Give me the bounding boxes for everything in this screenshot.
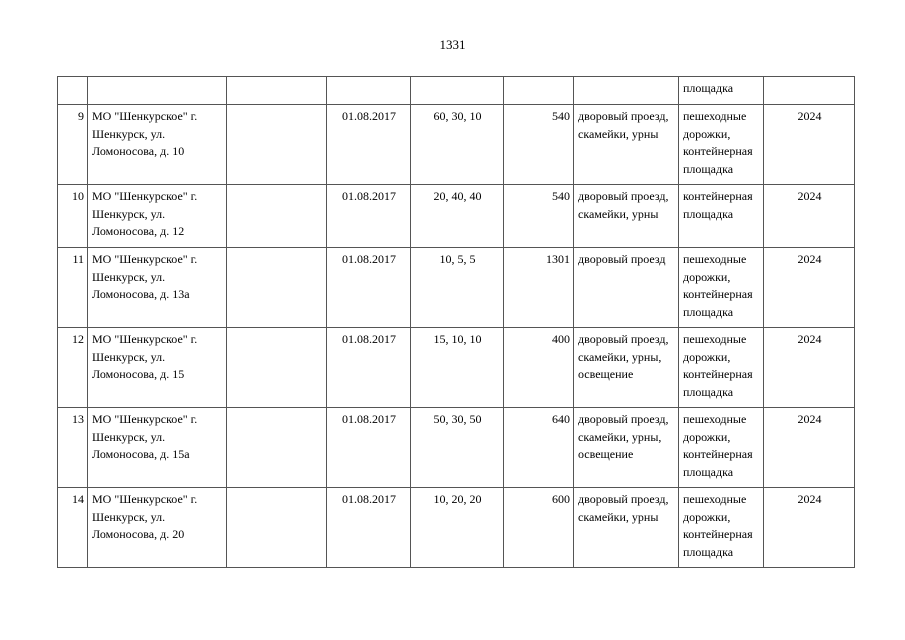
cell-empty	[227, 185, 327, 248]
cell-address: МО "Шенкурское" г. Шенкурск, ул. Ломоносова, д. 15а	[88, 408, 227, 488]
cell-year: 2024	[764, 105, 855, 185]
cell-surfacing: пешеходные дорожки, контейнерная площадка	[679, 488, 764, 568]
table-row	[58, 248, 855, 328]
cell-surfacing: площадка	[679, 77, 764, 105]
cell-values: 15, 10, 10	[411, 328, 504, 408]
cell-works	[574, 77, 679, 105]
cell-values	[411, 77, 504, 105]
cell-surfacing: контейнерная площадка	[679, 185, 764, 248]
cell-values: 20, 40, 40	[411, 185, 504, 248]
cell-works: дворовый проезд, скамейки, урны, освещение	[574, 328, 679, 408]
cell-date: 01.08.2017	[327, 248, 411, 328]
cell-year: 2024	[764, 328, 855, 408]
cell-num: 9	[58, 105, 88, 185]
cell-works: дворовый проезд	[574, 248, 679, 328]
cell-num: 13	[58, 408, 88, 488]
cell-address: МО "Шенкурское" г. Шенкурск, ул. Ломоносова, д. 10	[88, 105, 227, 185]
cell-address: МО "Шенкурское" г. Шенкурск, ул. Ломоносова, д. 20	[88, 488, 227, 568]
cell-year: 2024	[764, 185, 855, 248]
cell-empty	[227, 77, 327, 105]
cell-works: дворовый проезд, скамейки, урны	[574, 488, 679, 568]
cell-empty	[227, 328, 327, 408]
cell-address	[88, 77, 227, 105]
cell-address: МО "Шенкурское" г. Шенкурск, ул. Ломоносова, д. 13а	[88, 248, 227, 328]
table-row	[58, 408, 855, 488]
cell-num	[58, 77, 88, 105]
cell-year: 2024	[764, 488, 855, 568]
cell-values: 60, 30, 10	[411, 105, 504, 185]
cell-values: 50, 30, 50	[411, 408, 504, 488]
cell-empty	[227, 488, 327, 568]
cell-num: 14	[58, 488, 88, 568]
cell-area: 640	[504, 408, 574, 488]
cell-year: 2024	[764, 408, 855, 488]
cell-empty	[227, 408, 327, 488]
cell-works: дворовый проезд, скамейки, урны, освещение	[574, 408, 679, 488]
cell-values: 10, 20, 20	[411, 488, 504, 568]
cell-address: МО "Шенкурское" г. Шенкурск, ул. Ломоносова, д. 12	[88, 185, 227, 248]
table-row	[58, 328, 855, 408]
cell-date: 01.08.2017	[327, 488, 411, 568]
cell-surfacing: пешеходные дорожки, контейнерная площадка	[679, 248, 764, 328]
cell-works: дворовый проезд, скамейки, урны	[574, 105, 679, 185]
table-row-continuation	[58, 77, 855, 105]
cell-num: 12	[58, 328, 88, 408]
cell-address: МО "Шенкурское" г. Шенкурск, ул. Ломоносова, д. 15	[88, 328, 227, 408]
cell-date: 01.08.2017	[327, 185, 411, 248]
cell-works: дворовый проезд, скамейки, урны	[574, 185, 679, 248]
table-row	[58, 185, 855, 248]
cell-date: 01.08.2017	[327, 328, 411, 408]
cell-surfacing: пешеходные дорожки, контейнерная площадка	[679, 105, 764, 185]
cell-surfacing: пешеходные дорожки, контейнерная площадка	[679, 408, 764, 488]
cell-area: 600	[504, 488, 574, 568]
cell-area: 540	[504, 105, 574, 185]
cell-values: 10, 5, 5	[411, 248, 504, 328]
cell-num: 10	[58, 185, 88, 248]
cell-empty	[227, 105, 327, 185]
cell-num: 11	[58, 248, 88, 328]
cell-area: 540	[504, 185, 574, 248]
cell-date: 01.08.2017	[327, 105, 411, 185]
cell-empty	[227, 248, 327, 328]
table-row	[58, 488, 855, 568]
page-number: 1331	[439, 37, 466, 52]
cell-surfacing: пешеходные дорожки, контейнерная площадка	[679, 328, 764, 408]
table-row	[58, 105, 855, 185]
cell-area: 1301	[504, 248, 574, 328]
cell-year	[764, 77, 855, 105]
cell-date: 01.08.2017	[327, 408, 411, 488]
program-table	[57, 76, 855, 568]
cell-year: 2024	[764, 248, 855, 328]
cell-area	[504, 77, 574, 105]
cell-area: 400	[504, 328, 574, 408]
cell-date	[327, 77, 411, 105]
